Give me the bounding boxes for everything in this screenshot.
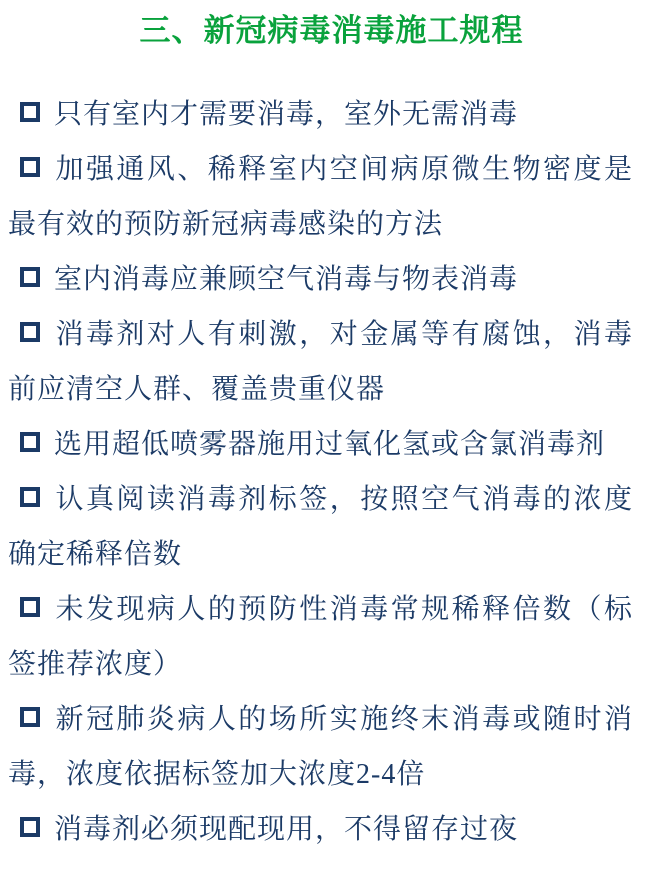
square-bullet-icon [20,597,40,617]
list-item-text: 新冠肺炎病人的场所实施终末消毒或随时消毒，浓度依据标签加大浓度2-4倍 [8,704,633,790]
list-item [8,692,633,802]
list-item [8,582,633,692]
list-item-text: 认真阅读消毒剂标签，按照空气消毒的浓度确定稀释倍数 [8,484,633,570]
list-item-text: 消毒剂对人有刺激，对金属等有腐蚀，消毒前应清空人群、覆盖贵重仪器 [8,319,633,405]
list-item-text: 消毒剂必须现配现用，不得留存过夜 [54,814,519,845]
list-item-text: 加强通风、稀释室内空间病原微生物密度是最有效的预防新冠病毒感染的方法 [8,154,633,240]
list-item-text: 选用超低喷雾器施用过氧化氢或含氯消毒剂 [54,429,606,460]
list-item-text: 室内消毒应兼顾空气消毒与物表消毒 [54,264,519,295]
square-bullet-icon [20,432,40,452]
list-item [8,307,633,417]
list-item [8,802,633,857]
square-bullet-icon [20,707,40,727]
square-bullet-icon [20,267,40,287]
list-item-text: 只有室内才需要消毒，室外无需消毒 [54,99,519,130]
list-item [8,87,633,142]
square-bullet-icon [20,157,40,177]
list-item [8,252,633,307]
square-bullet-icon [20,102,40,122]
bullet-list [0,87,663,857]
list-item [8,472,633,582]
page-title: 三、新冠病毒消毒施工规程 [139,13,524,48]
list-item-text: 未发现病人的预防性消毒常规稀释倍数（标签推荐浓度） [8,594,633,680]
square-bullet-icon [20,322,40,342]
square-bullet-icon [20,817,40,837]
square-bullet-icon [20,487,40,507]
list-item [8,417,633,472]
list-item [8,142,633,252]
